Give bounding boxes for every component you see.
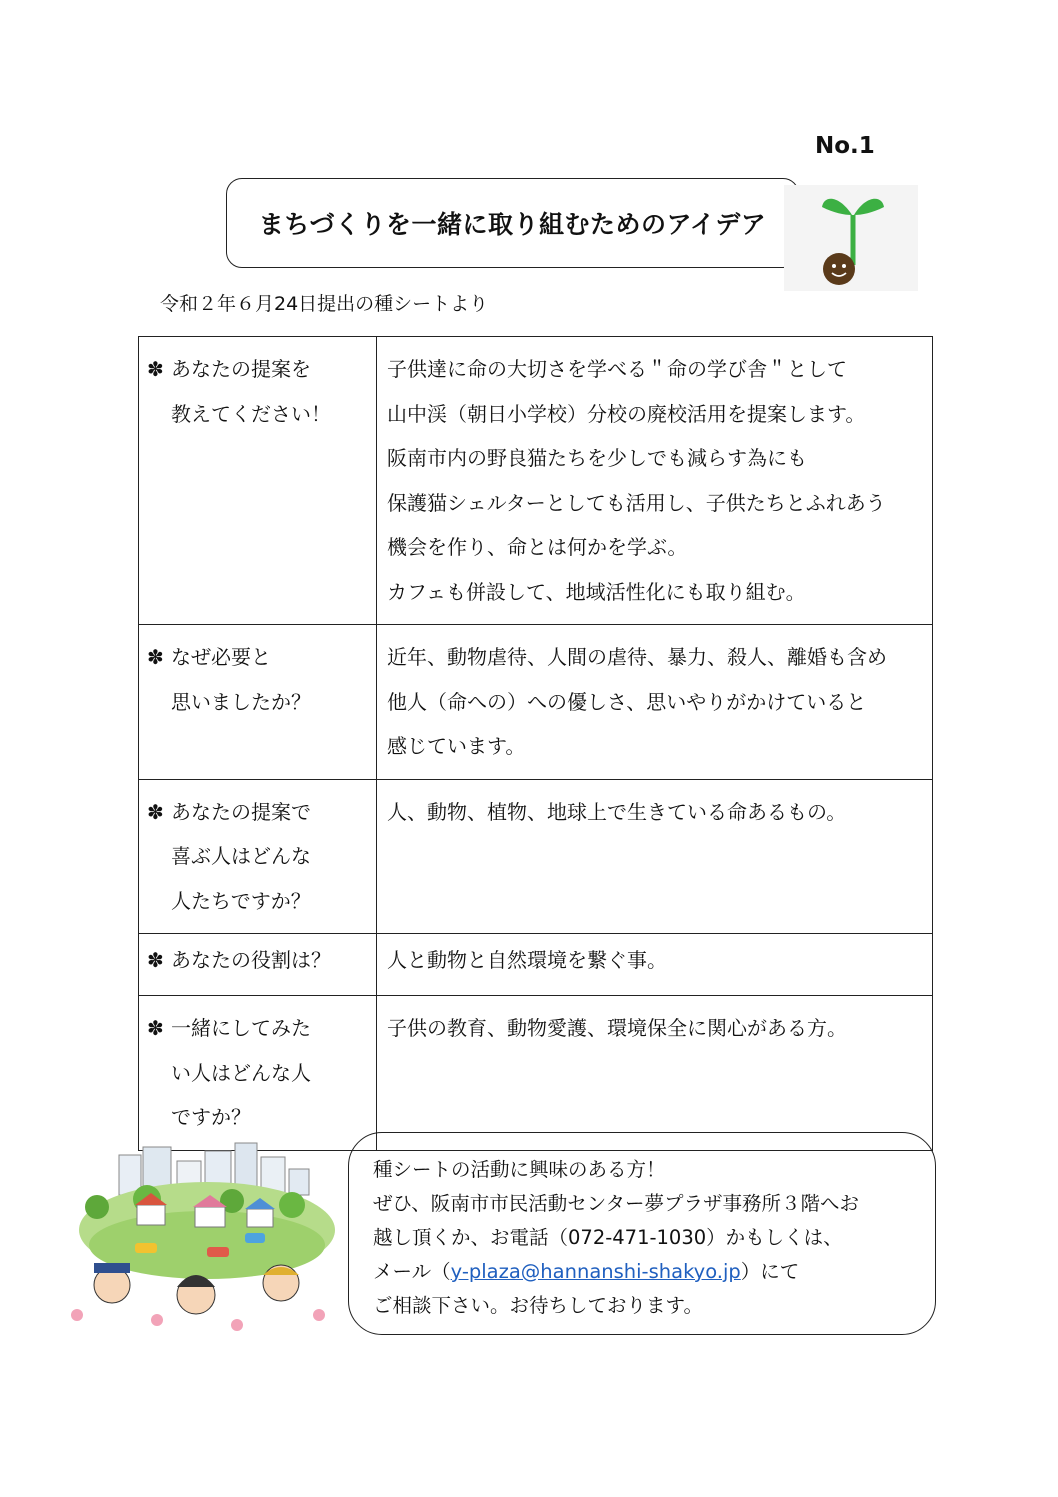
contact-line: 越し頂くか、お電話（072-471-1030）かもしくは、 [373,1226,843,1249]
table-row [139,337,933,625]
flower-bullet-icon: ✽ [147,799,164,824]
page-title: まちづくりを一緒に取り組むためのアイデア [258,210,767,239]
title-box [226,178,799,268]
question-cell: ✽ あなたの提案を 教えてください！ [139,337,377,625]
answer-cell: 子供達に命の大切さを学べる＂命の学び舎＂として 山中渓（朝日小学校）分校の廃校活用を提案します。 阪南市内の野良猫たちを少しでも減らす為にも 保護猫シェルターとしても活用し、子供たちとふれあう 機会を作り、命とは何かを学ぶ。 カフェも併設して、地域活性化にも取り組む。 [377,337,933,625]
sprout-icon [784,185,918,291]
answer-cell: 人と動物と自然環境を繋ぐ事。 [377,934,933,996]
table-row [139,996,933,1151]
contact-line: ぜひ、阪南市市民活動センター夢プラザ事務所３階へお [373,1192,859,1215]
table-row [139,779,933,934]
contact-line: 種シートの活動に興味のある方！ [373,1158,666,1181]
question-cell: ✽ あなたの提案で 喜ぶ人はどんな 人たちですか？ [139,779,377,934]
contact-box [348,1132,936,1335]
contact-email-line: メール（y-plaza@hannanshi-shakyo.jp）にて [373,1260,800,1283]
question-cell: ✽ 一緒にしてみた い人はどんな人 ですか？ [139,996,377,1151]
question-cell: ✽ なぜ必要と 思いましたか？ [139,625,377,780]
flower-bullet-icon: ✽ [147,645,164,669]
flower-bullet-icon: ✽ [147,948,164,972]
table-row [139,625,933,780]
answer-cell: 近年、動物虐待、人間の虐待、暴力、殺人、離婚も含め 他人（命への）への優しさ、思いやりがかけていると 感じています。 [377,625,933,780]
answer-cell: 子供の教育、動物愛護、環境保全に関心がある方。 [377,996,933,1151]
document-number: No.1 [815,133,875,159]
question-cell: ✽ あなたの役割は？ [139,934,377,996]
answer-cell: 人、動物、植物、地球上で生きている命あるもの。 [377,779,933,934]
flower-bullet-icon: ✽ [147,357,164,381]
flower-bullet-icon: ✽ [147,1016,164,1040]
contact-line: ご相談下さい。お待ちしております。 [373,1294,703,1317]
table-row [139,934,933,996]
email-link[interactable]: y-plaza@hannanshi-shakyo.jp [450,1260,741,1283]
town-illustration [57,1135,342,1340]
subtitle: 令和２年６月24日提出の種シートより [160,293,489,315]
idea-table [138,336,933,1151]
